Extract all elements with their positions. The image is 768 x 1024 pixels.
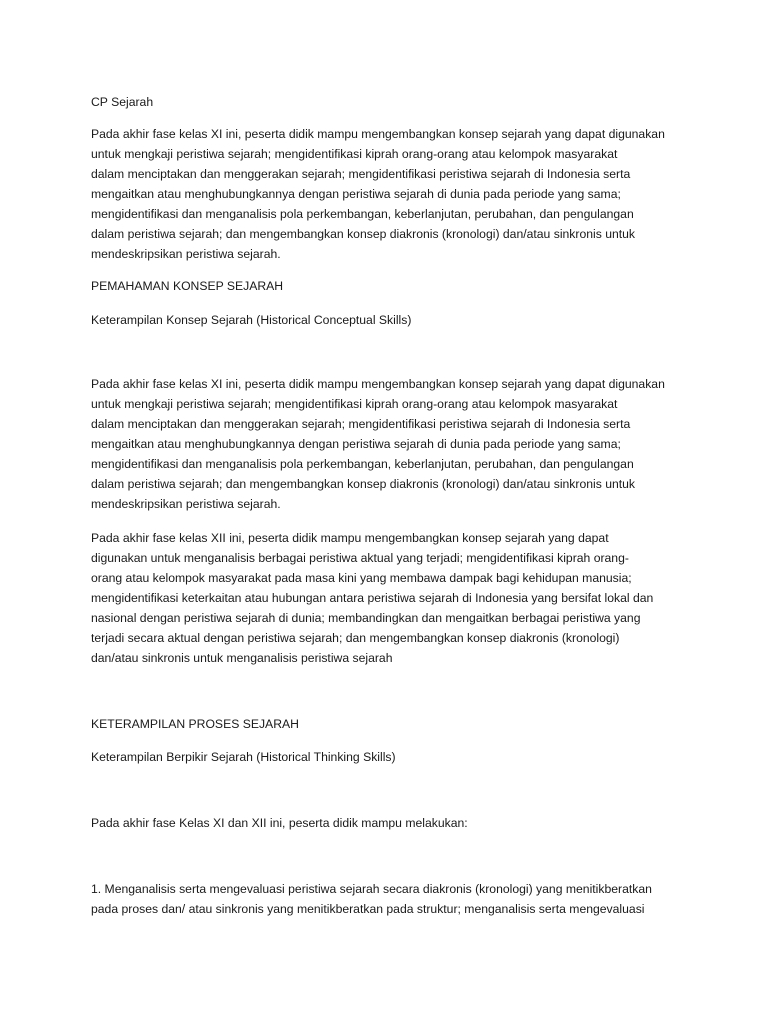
paragraph — [91, 813, 691, 833]
text-line: digunakan untuk menganalisis berbagai peristiwa aktual yang terjadi; mengidentifikasi kiprah orang- — [91, 551, 629, 565]
text-line: dalam peristiwa sejarah; dan mengembangkan konsep diakronis (kronologi) dan/atau sinkronis untuk — [91, 227, 636, 241]
text-line: untuk mengkaji peristiwa sejarah; mengidentifikasi kiprah orang-orang atau kelompok masyarakat — [91, 147, 618, 161]
paragraph — [91, 528, 691, 668]
text-line: mengidentifikasi keterkaitan atau hubungan antara peristiwa sejarah di Indonesia yang bersifat lokal dan — [91, 591, 654, 605]
text-line: KETERAMPILAN PROSES SEJARAH — [91, 717, 299, 731]
list-item — [91, 879, 691, 919]
text-line: dan/atau sinkronis untuk menganalisis peristiwa sejarah — [91, 651, 393, 665]
text-line: mendeskripsikan peristiwa sejarah. — [91, 497, 281, 511]
text-line: mengidentifikasi dan menganalisis pola perkembangan, keberlanjutan, perubahan, dan pengulangan — [91, 457, 634, 471]
text-line: mengaitkan atau menghubungkannya dengan peristiwa sejarah di dunia pada periode yang sama; — [91, 187, 621, 201]
document-title — [91, 92, 691, 112]
text-line: terjadi secara aktual dengan peristiwa sejarah; dan mengembangkan konsep diakronis (kronologi) — [91, 631, 620, 645]
text-line: Pada akhir fase kelas XI ini, peserta didik mampu mengembangkan konsep sejarah yang dapat digunakan — [91, 127, 665, 141]
text-line: nasional dengan peristiwa sejarah di dunia; membandingkan dan mengaitkan berbagai peristiwa yang — [91, 611, 641, 625]
text-line: orang atau kelompok masyarakat pada masa kini yang membawa dampak bagi kehidupan manusia; — [91, 571, 632, 585]
text-line: Keterampilan Konsep Sejarah (Historical Conceptual Skills) — [91, 313, 412, 327]
section-subheading — [91, 747, 691, 767]
text-line: PEMAHAMAN KONSEP SEJARAH — [91, 279, 284, 293]
text-line: pada proses dan/ atau sinkronis yang menitikberatkan pada struktur; menganalisis serta mengevaluasi — [91, 902, 645, 916]
text-line: CP Sejarah — [91, 95, 154, 109]
text-line: mendeskripsikan peristiwa sejarah. — [91, 247, 281, 261]
text-line: 1. Menganalisis serta mengevaluasi peristiwa sejarah secara diakronis (kronologi) yang menitikberatkan — [91, 882, 652, 896]
paragraph — [91, 374, 691, 514]
text-line: Pada akhir fase kelas XI ini, peserta didik mampu mengembangkan konsep sejarah yang dapat digunakan — [91, 377, 665, 391]
text-line: mengidentifikasi dan menganalisis pola perkembangan, keberlanjutan, perubahan, dan pengulangan — [91, 207, 634, 221]
section-subheading — [91, 310, 691, 330]
text-line: Keterampilan Berpikir Sejarah (Historical Thinking Skills) — [91, 750, 396, 764]
text-line: Pada akhir fase kelas XII ini, peserta didik mampu mengembangkan konsep sejarah yang dapat — [91, 531, 609, 545]
text-line: dalam menciptakan dan menggerakan sejarah; mengidentifikasi peristiwa sejarah di Indonesia serta — [91, 167, 631, 181]
text-line: untuk mengkaji peristiwa sejarah; mengidentifikasi kiprah orang-orang atau kelompok masyarakat — [91, 397, 618, 411]
section-heading — [91, 276, 691, 296]
text-line: Pada akhir fase Kelas XI dan XII ini, peserta didik mampu melakukan: — [91, 816, 468, 830]
text-line: dalam menciptakan dan menggerakan sejarah; mengidentifikasi peristiwa sejarah di Indonesia serta — [91, 417, 631, 431]
text-line: dalam peristiwa sejarah; dan mengembangkan konsep diakronis (kronologi) dan/atau sinkronis untuk — [91, 477, 636, 491]
section-heading — [91, 714, 691, 734]
intro-paragraph — [91, 124, 691, 264]
text-line: mengaitkan atau menghubungkannya dengan peristiwa sejarah di dunia pada periode yang sama; — [91, 437, 621, 451]
